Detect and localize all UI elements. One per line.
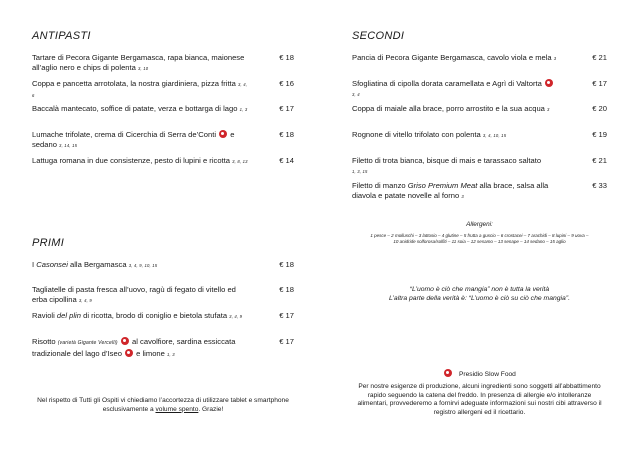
item-allergens: 3, 14, 15 <box>59 142 78 148</box>
item-allergens: 3, 4, 9, 10, 15 <box>128 263 158 268</box>
item-price: € 18 <box>279 285 294 294</box>
item-price: € 21 <box>592 53 607 62</box>
antipasti-title: ANTIPASTI <box>32 30 91 42</box>
item-price: € 18 <box>279 260 294 269</box>
item-allergens: 1, 3 <box>167 351 175 357</box>
item-allergens: 3, 4, 9 <box>78 297 92 303</box>
item-allergens: 3 <box>553 56 557 61</box>
menu-item <box>32 156 294 167</box>
menu-item <box>32 53 294 73</box>
menu-item <box>32 337 294 359</box>
item-desc: Filetto di manzo <box>352 181 408 190</box>
allergeni-title: Allergeni: <box>466 221 493 228</box>
slow-food-snail-icon <box>125 349 133 357</box>
allergeni-box <box>352 221 607 245</box>
menu-item <box>352 104 607 115</box>
item-price: € 33 <box>592 181 607 190</box>
menu-item <box>32 260 294 271</box>
item-price: € 19 <box>592 130 607 139</box>
quote-line: L’altra parte della verità è: “L’uomo è ciò su ciò che mangia”. <box>389 295 570 302</box>
item-desc: Coppa e pancetta arrotolata, la nostra giardiniera, pizza fritta <box>32 79 236 88</box>
item-desc-cont: e sedano <box>32 130 235 149</box>
item-allergens: 3, 4, 9 <box>229 314 243 319</box>
item-allergens: 3, 4, 6 <box>32 82 248 98</box>
item-desc: Baccalà mantecato, soffice di patate, verza e bottarga di lago <box>32 104 238 113</box>
item-desc: Coppa di maiale alla brace, porro arrostito e la sua acqua <box>352 104 545 113</box>
item-price: € 17 <box>279 337 294 346</box>
item-price: € 16 <box>279 79 294 88</box>
item-desc: Ravioli <box>32 311 57 320</box>
cold-chain-note: Per nostre esigenze di produzione, alcuni ingredienti sono soggetti all’abbattimento rapido seguendo la catena del freddo. In presenza di allergie e/o intolleranze alimentari, provvederemo a fornirvi adeguate informazioni sui nostri cibi attraverso il registro allergeni ed il ricettario. <box>357 383 602 416</box>
item-allergens: 1, 3, 15 <box>352 168 368 174</box>
item-desc-italic: del plin <box>56 311 81 320</box>
menu-item <box>352 156 607 176</box>
slow-food-snail-icon <box>219 130 227 138</box>
item-price: € 18 <box>279 130 294 139</box>
item-desc-italic: Griso Premium Meat <box>407 181 478 190</box>
primi-title: PRIMI <box>32 237 65 249</box>
quote <box>352 285 607 303</box>
item-price: € 21 <box>592 156 607 165</box>
item-desc: di ricotta, brodo di coniglio e bietola stufata <box>80 311 228 320</box>
item-desc: Sfogliatina di cipolla dorata caramellata e Agrì di Valtorta <box>352 79 542 88</box>
item-allergens: 3 <box>461 193 464 199</box>
item-desc: Rognone di vitello trifolato con polenta <box>352 130 481 139</box>
menu-item <box>32 285 294 305</box>
menu-item <box>32 104 294 115</box>
presidio-legend <box>352 369 607 378</box>
item-allergens: 3, 4 <box>352 91 360 97</box>
menu-item <box>32 79 294 100</box>
item-desc: Pancia di Pecora Gigante Bergamasca, cavolo viola e mela <box>352 53 552 62</box>
allergeni-legend: 1 pesce – 2 molluschi – 3 lattosio – 4 glutine – 5 frutta a guscio – 6 crostacei – 7 arachidi – 8 lupini – 9 uova – <box>370 233 589 238</box>
item-allergens: 1, 3 <box>239 107 248 112</box>
item-allergens: 3, 10 <box>137 65 149 71</box>
item-desc: e limone <box>134 348 165 358</box>
menu-item <box>352 53 607 64</box>
item-desc: I <box>32 260 37 269</box>
item-price: € 18 <box>279 53 294 62</box>
item-allergens: 3, 4, 10, 15 <box>482 133 507 138</box>
item-allergens: 3, 8, 13 <box>232 159 248 164</box>
item-desc-italic: (varietà Gigante Vercelli) <box>57 340 118 346</box>
presidio-label: Presidio Slow Food <box>459 371 516 378</box>
item-price: € 17 <box>279 104 294 113</box>
item-price: € 20 <box>592 104 607 113</box>
slow-food-snail-icon <box>444 369 452 377</box>
menu-item <box>352 130 607 141</box>
item-desc: Tagliatelle di pasta fresca all’uovo, ragù di fegato di vitello ed erba cipollina <box>32 285 236 304</box>
item-price: € 17 <box>592 79 607 88</box>
menu-item <box>352 79 607 99</box>
menu-item <box>32 130 294 150</box>
item-desc: Filetto di trota bianca, bisque di mais e tarassaco saltato <box>352 156 542 165</box>
item-desc: alla Bergamasca <box>67 260 127 269</box>
item-desc: Tartare di Pecora Gigante Bergamasca, rapa bianca, maionese all’aglio nero e chips di polenta <box>32 53 245 72</box>
item-price: € 14 <box>279 156 294 165</box>
secondi-title: SECONDI <box>352 30 405 42</box>
slow-food-snail-icon <box>121 337 129 345</box>
item-desc: alla brace, salsa alla diavola e patate novelle al forno <box>352 181 549 200</box>
allergeni-legend: 10 anidride solforosa/solfiti – 11 soia – 12 sesamo – 13 senape – 14 sedano – 15 aglio <box>393 239 566 244</box>
menu-item <box>32 311 294 322</box>
slow-food-snail-icon <box>545 79 553 87</box>
phone-note <box>32 397 294 414</box>
item-allergens: 3 <box>547 107 550 112</box>
phone-note-emphasis: volume spento <box>155 405 199 413</box>
item-desc: Lumache trifolate, crema di Cicerchia di Serra de’Conti <box>32 130 217 139</box>
quote-line: “L’uomo è ciò che mangia” non è tutta la verità <box>409 286 550 293</box>
item-desc: al cavolfiore, sardina essiccata tradizionale del lago d’Iseo <box>32 337 236 358</box>
item-desc-italic: Casonsei <box>36 260 68 269</box>
item-desc: Risotto <box>32 337 58 346</box>
item-desc: Lattuga romana in due consistenze, pesto di lupini e ricotta <box>32 156 230 165</box>
phone-note-text: Nel rispetto di Tutti gli Ospiti vi chiediamo l’accortezza di utilizzare tablet e smartphone esclusivamente a <box>37 397 289 413</box>
item-price: € 17 <box>279 311 294 320</box>
phone-note-text: . Grazie! <box>198 405 224 413</box>
menu-item <box>352 181 607 201</box>
